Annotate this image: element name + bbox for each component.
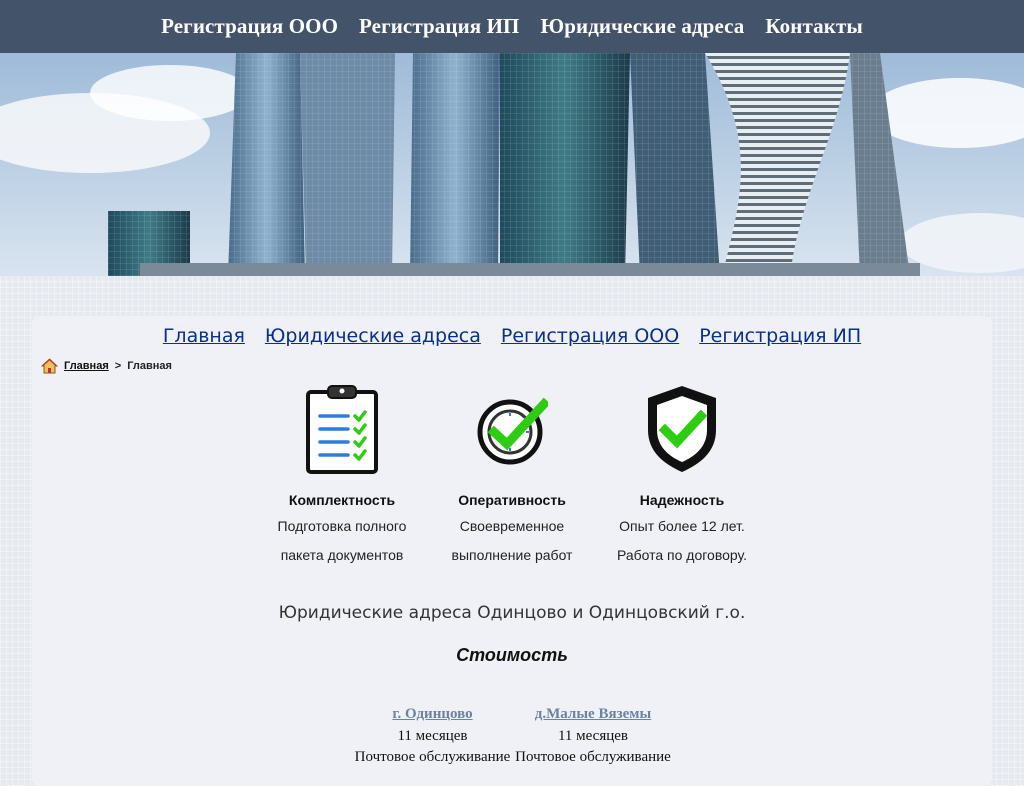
top-nav [0, 0, 1024, 53]
term-text: 11 месяцев [397, 728, 468, 744]
breadcrumb-separator: > [114, 360, 122, 372]
shield-check-icon [646, 384, 718, 474]
feature-completeness [257, 384, 427, 570]
page-heading: Юридические адреса Одинцово и Одинцовский г.о. [278, 603, 746, 623]
top-nav-registration-ooo[interactable]: Регистрация ООО [161, 14, 339, 38]
feature-desc-line2: Работа по договору. [616, 547, 748, 563]
feature-desc-line1: Подготовка полного [277, 518, 407, 534]
term-text: 11 месяцев [557, 728, 629, 744]
skyline-image [0, 53, 1024, 276]
feature-desc-line2: пакета документов [280, 547, 404, 563]
subnav-home[interactable]: Главная [162, 325, 245, 347]
feature-title: Комплектность [288, 492, 396, 508]
clock-check-icon [476, 394, 548, 466]
subnav-legal-addresses[interactable]: Юридические адреса [264, 325, 481, 347]
breadcrumb-current: Главная [127, 360, 172, 372]
subnav-registration-ooo[interactable]: Регистрация ООО [500, 325, 680, 347]
feature-efficiency [427, 384, 597, 570]
subnav-registration-ip[interactable]: Регистрация ИП [699, 325, 862, 347]
top-nav-registration-ip[interactable]: Регистрация ИП [359, 14, 520, 38]
top-nav-legal-addresses[interactable]: Юридические адреса [540, 14, 745, 38]
service-text: Почтовое обслуживание [515, 749, 671, 765]
feature-reliability [597, 384, 767, 570]
pricing-column-malye-vyazemy [511, 704, 675, 768]
feature-desc-line1: Опыт более 12 лет. [619, 518, 745, 534]
content-panel [32, 316, 992, 786]
feature-desc-line2: выполнение работ [451, 547, 573, 563]
location-link-odintsovo[interactable]: г. Одинцово [392, 706, 473, 722]
location-link-malye-vyazemy[interactable]: д.Малые Вяземы [534, 706, 652, 722]
features-row [257, 384, 767, 570]
price-title: Стоимость [456, 645, 568, 665]
secondary-nav [32, 325, 992, 347]
service-text: Почтовое обслуживание [354, 749, 511, 765]
header-banner-image [0, 53, 1024, 276]
top-nav-contacts[interactable]: Контакты [765, 14, 863, 38]
feature-title: Надежность [639, 492, 725, 508]
feature-desc-line1: Своевременное [459, 518, 565, 534]
pricing-table [354, 704, 675, 768]
breadcrumb [41, 358, 172, 374]
breadcrumb-home-link[interactable]: Главная [64, 360, 109, 372]
home-icon[interactable] [41, 358, 58, 374]
checklist-icon [306, 384, 378, 474]
pricing-column-odintsovo [354, 704, 511, 768]
feature-title: Оперативность [458, 492, 566, 508]
